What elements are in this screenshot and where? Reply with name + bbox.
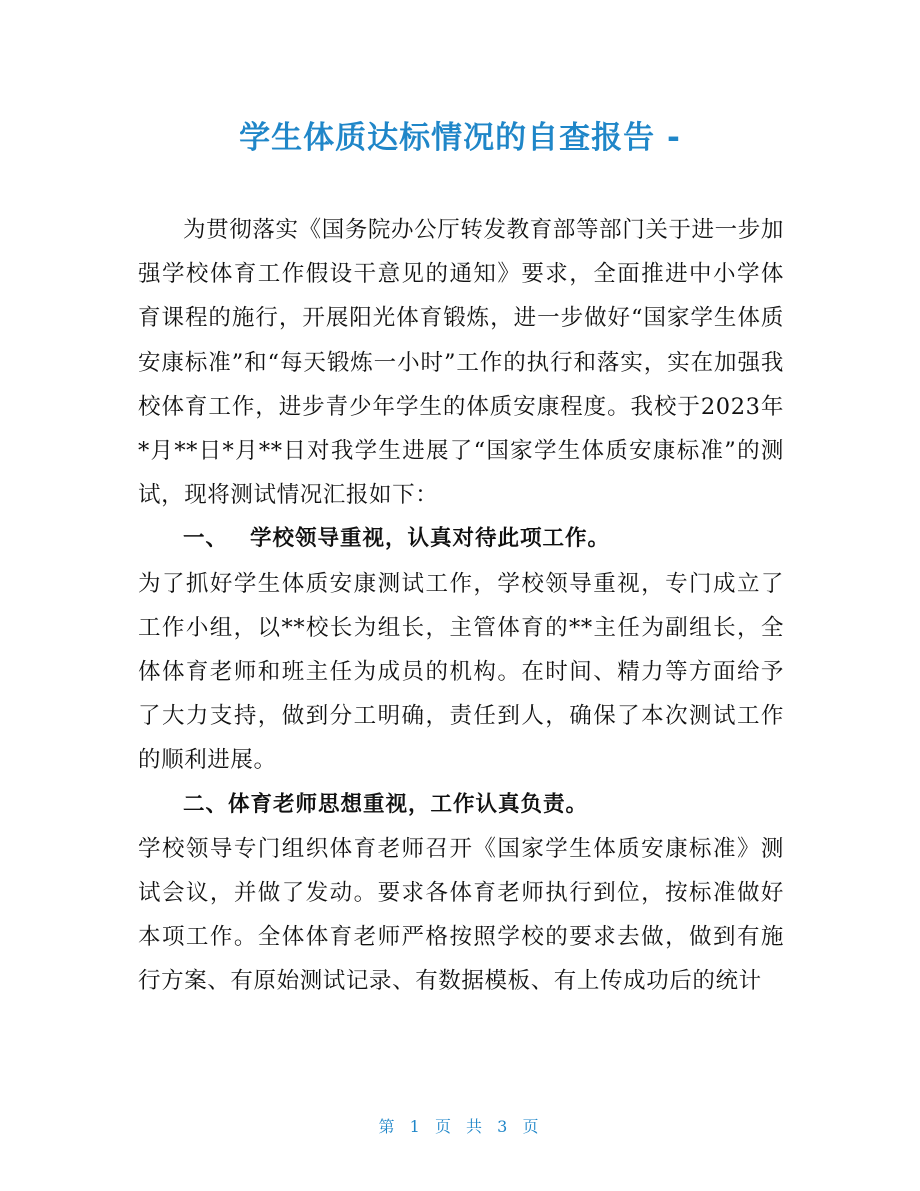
footer-label-page-unit: 页 [434, 1117, 454, 1136]
footer-total-pages: 3 [497, 1117, 511, 1136]
document-title: 学生体质达标情况的自查报告 - [239, 120, 681, 156]
section-number-1: 一、 [183, 526, 229, 552]
footer-current-page: 1 [409, 1117, 423, 1136]
footer-label-total-unit: 页 [522, 1117, 542, 1136]
page-footer [0, 1114, 920, 1137]
section-heading-1-text: 学校领导重视，认真对待此项工作。 [250, 526, 611, 552]
footer-label-total: 共 [466, 1117, 486, 1136]
section-body-2: 学校领导专门组织体育老师召开《国家学生体质安康标准》测试会议，并做了发动。要求各体育老师执行到位，按标准做好本项工作。全体体育老师严格按照学校的要求去做，做到有施行方案、有原始测试记录、有数据模板、有上传成功后的统计 [138, 835, 784, 995]
document-body [138, 208, 784, 1004]
footer-label-page: 第 [378, 1117, 398, 1136]
section-heading-2: 二、体育老师思想重视，工作认真负责。 [183, 791, 589, 817]
section-heading-1 [138, 517, 784, 561]
section-body-1: 为了抓好学生体质安康测试工作，学校领导重视，专门成立了工作小组，以**校长为组长，主管体育的**主任为副组长，全体体育老师和班主任为成员的机构。在时间、精力等方面给予了大力支持，做到分工明确，责任到人，确保了本次测试工作的顺利进展。 [138, 570, 784, 774]
intro-paragraph: 为贯彻落实《国务院办公厅转发教育部等部门关于进一步加强学校体育工作假设干意见的通知》要求，全面推进中小学体育课程的施行，开展阳光体育锻炼，进一步做好“国家学生体质安康标准”和“每天锻炼一小时”工作的执行和落实，实在加强我校体育工作，进步青少年学生的体质安康程度。我校于2023年*月**日*月**日对我学生进展了“国家学生体质安康标准”的测试，现将测试情况汇报如下： [138, 217, 784, 509]
